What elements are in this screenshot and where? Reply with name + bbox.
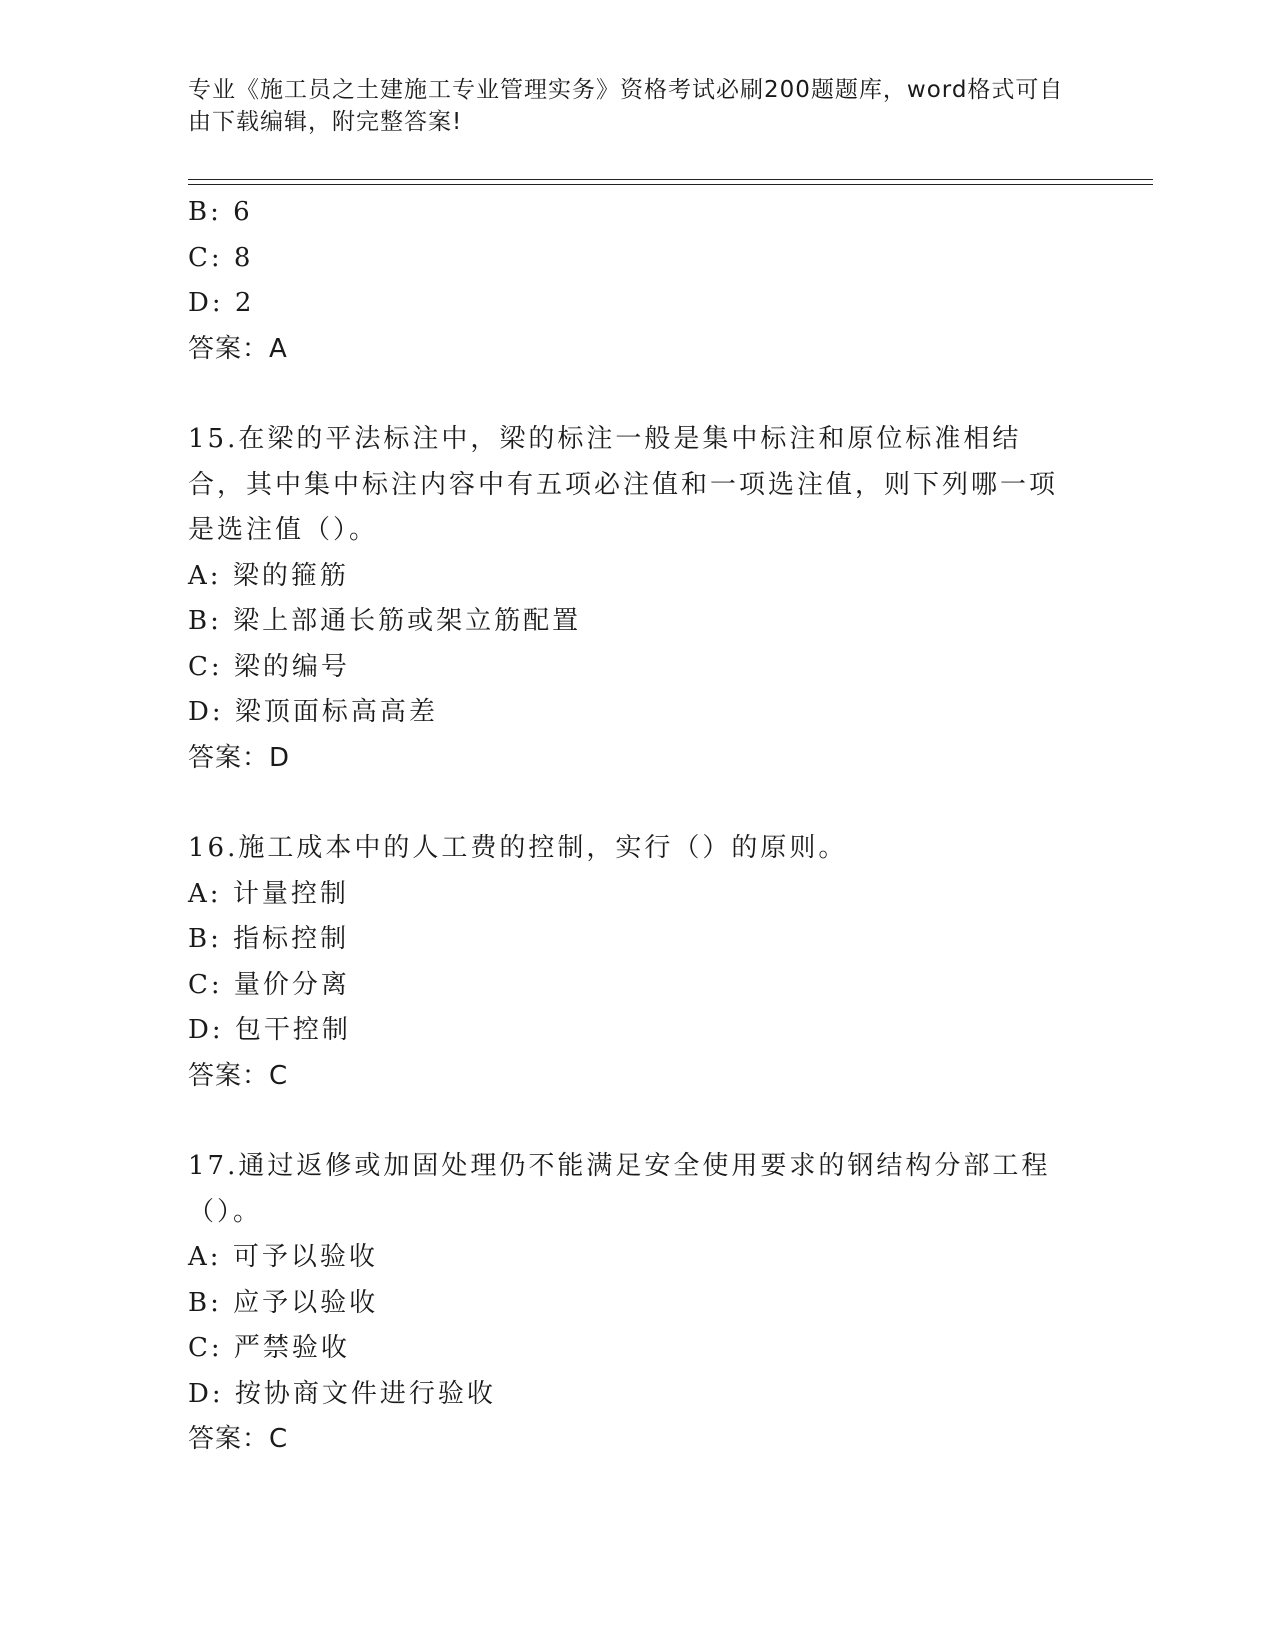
option-letter: A: bbox=[188, 878, 222, 909]
option-letter: C: bbox=[188, 651, 223, 682]
option-d bbox=[188, 1008, 1088, 1054]
option-c bbox=[188, 963, 1088, 1009]
option-a bbox=[188, 872, 1088, 918]
question-text: 15.在梁的平法标注中，梁的标注一般是集中标注和原位标准相结合，其中集中标注内容中有五项必注值和一项选注值，则下列哪一项是选注值（）。 bbox=[188, 424, 1059, 545]
option-text: 梁的箍筋 bbox=[232, 560, 349, 591]
answer-line: 答案：C bbox=[188, 1060, 289, 1091]
option-text: 梁顶面标高高差 bbox=[234, 697, 438, 727]
option-d bbox=[188, 281, 1088, 327]
option-text: 应予以验收 bbox=[233, 1287, 379, 1318]
option-b bbox=[188, 917, 1088, 963]
answer-line: 答案：D bbox=[188, 742, 291, 773]
option-c bbox=[188, 1326, 1088, 1372]
option-b bbox=[188, 1281, 1088, 1327]
option-text: 8 bbox=[233, 242, 254, 273]
option-letter: B: bbox=[188, 197, 222, 227]
answer-line: 答案：C bbox=[188, 1424, 289, 1454]
option-letter: C: bbox=[188, 242, 223, 273]
document-header: 专业《施工员之土建施工专业管理实务》资格考试必刷200题题库，word格式可自由下载编辑，附完整答案! bbox=[188, 77, 1064, 135]
question-17 bbox=[188, 1144, 1088, 1463]
option-letter: C: bbox=[188, 1333, 223, 1363]
question-15 bbox=[188, 417, 1088, 781]
option-text: 6 bbox=[233, 197, 253, 227]
option-letter: B: bbox=[188, 924, 222, 954]
option-text: 梁的编号 bbox=[233, 651, 350, 682]
option-c bbox=[188, 236, 1088, 282]
option-b bbox=[188, 190, 1088, 236]
option-text: 计量控制 bbox=[232, 878, 349, 909]
option-text: 梁上部通长筋或架立筋配置 bbox=[233, 606, 582, 636]
option-c bbox=[188, 645, 1088, 691]
question-16 bbox=[188, 826, 1088, 1099]
option-letter: B: bbox=[188, 606, 222, 636]
option-letter: B: bbox=[188, 1287, 222, 1318]
header-divider-bottom bbox=[188, 184, 1153, 185]
option-a bbox=[188, 1235, 1088, 1281]
option-text: 可予以验收 bbox=[232, 1242, 378, 1272]
option-letter: C: bbox=[188, 969, 223, 1000]
option-letter: D: bbox=[188, 1015, 224, 1045]
option-text: 包干控制 bbox=[234, 1015, 351, 1045]
question-text: 17.通过返修或加固处理仍不能满足安全使用要求的钢结构分部工程（）。 bbox=[188, 1151, 1051, 1227]
previous-question bbox=[188, 190, 1088, 372]
option-letter: D: bbox=[188, 697, 224, 727]
header-divider-top bbox=[188, 179, 1153, 180]
option-d bbox=[188, 1372, 1088, 1418]
option-b bbox=[188, 599, 1088, 645]
option-letter: D: bbox=[188, 1378, 224, 1409]
answer-line: 答案：A bbox=[188, 333, 288, 364]
option-text: 指标控制 bbox=[233, 924, 350, 954]
document-body bbox=[188, 190, 1088, 1463]
option-text: 2 bbox=[234, 288, 255, 318]
spacer bbox=[188, 1099, 1088, 1144]
option-letter: A: bbox=[188, 1242, 222, 1272]
question-text: 16.施工成本中的人工费的控制，实行（）的原则。 bbox=[188, 833, 848, 863]
option-text: 量价分离 bbox=[233, 969, 350, 1000]
option-letter: D: bbox=[188, 288, 224, 318]
spacer bbox=[188, 781, 1088, 826]
option-a bbox=[188, 554, 1088, 600]
option-letter: A: bbox=[188, 560, 222, 591]
option-d bbox=[188, 690, 1088, 736]
option-text: 按协商文件进行验收 bbox=[234, 1378, 496, 1409]
option-text: 严禁验收 bbox=[233, 1333, 350, 1363]
spacer bbox=[188, 372, 1088, 417]
